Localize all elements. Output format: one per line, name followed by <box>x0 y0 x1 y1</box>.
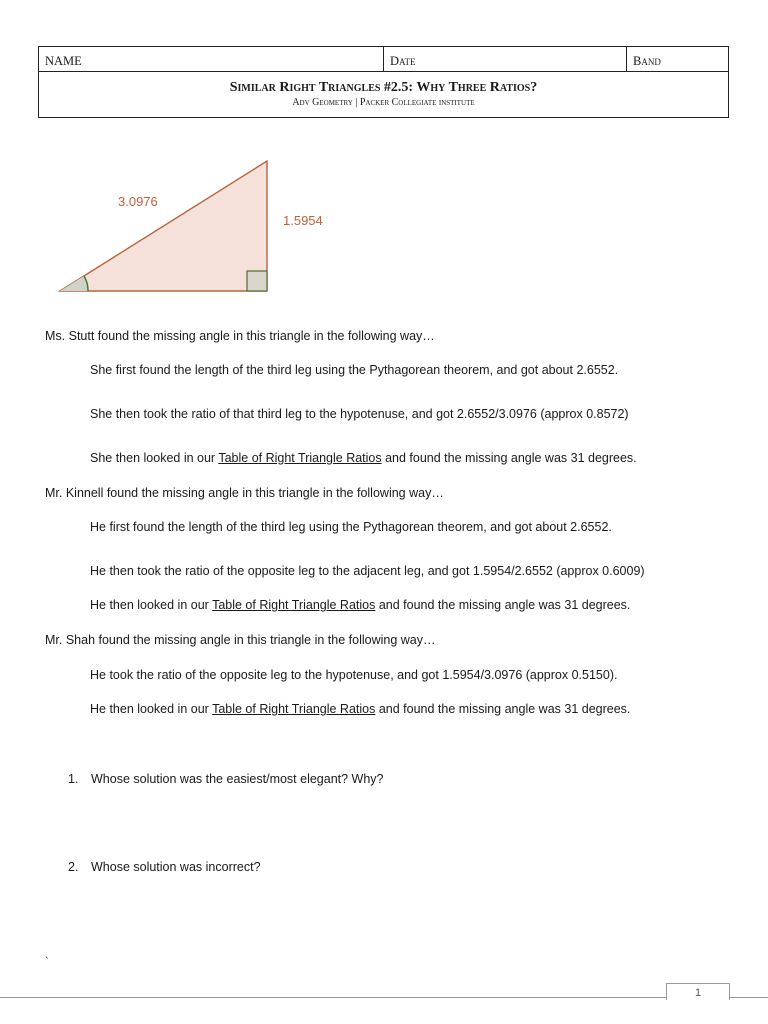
kinnell-step-3 <box>90 598 630 612</box>
triangle-shape <box>60 161 267 291</box>
stray-mark: ` <box>45 956 49 968</box>
question-1-text: Whose solution was the easiest/most elegant? Why? <box>91 772 384 786</box>
table-ratios-reference: Table of Right Triangle Ratios <box>212 702 376 716</box>
kinnell-step-3-pre: He then looked in our <box>90 598 213 612</box>
question-1-number: 1. <box>68 772 79 786</box>
leg-label: 1.5954 <box>283 213 323 228</box>
stutt-step-3-post: and found the missing angle was 31 degrees. <box>381 451 637 465</box>
kinnell-step-2: He then took the ratio of the opposite leg to the adjacent leg, and got 1.5954/2.6552 (approx 0.6009) <box>90 564 645 578</box>
footer-rule <box>0 997 768 998</box>
worksheet-header <box>38 46 729 118</box>
page-number: 1 <box>666 983 730 1000</box>
shah-step-2-post: and found the missing angle was 31 degrees. <box>375 702 631 716</box>
right-angle-marker <box>247 271 267 291</box>
angle-wedge <box>60 276 88 291</box>
shah-step-1: He took the ratio of the opposite leg to the hypotenuse, and got 1.5954/3.0976 (approx 0.5150). <box>90 668 618 682</box>
stutt-intro: Ms. Stutt found the missing angle in this triangle in the following way… <box>45 329 435 343</box>
kinnell-intro: Mr. Kinnell found the missing angle in this triangle in the following way… <box>45 486 444 500</box>
table-ratios-reference: Table of Right Triangle Ratios <box>212 598 376 612</box>
shah-intro: Mr. Shah found the missing angle in this triangle in the following way… <box>45 633 436 647</box>
shah-step-2-pre: He then looked in our <box>90 702 213 716</box>
name-field-label: NAME <box>39 47 384 71</box>
kinnell-step-1: He first found the length of the third leg using the Pythagorean theorem, and got about 2.6552. <box>90 520 612 534</box>
stutt-step-3-pre: She then looked in our <box>90 451 219 465</box>
stutt-step-3 <box>90 451 637 465</box>
table-ratios-reference: Table of Right Triangle Ratios <box>218 451 382 465</box>
band-field-label: Band <box>633 54 661 68</box>
question-2-number: 2. <box>68 860 79 874</box>
stutt-step-1: She first found the length of the third leg using the Pythagorean theorem, and got about 2.6552. <box>90 363 619 377</box>
worksheet-subtitle: Adv Geometry | Packer Collegiate institute <box>292 97 475 108</box>
hypotenuse-label: 3.0976 <box>118 194 158 209</box>
date-field-label: Date <box>384 47 627 71</box>
kinnell-step-3-post: and found the missing angle was 31 degrees. <box>375 598 631 612</box>
stutt-step-2: She then took the ratio of that third leg to the hypotenuse, and got 2.6552/3.0976 (approx 0.8572) <box>90 407 629 421</box>
right-triangle-diagram <box>50 150 350 300</box>
shah-step-2 <box>90 702 630 716</box>
question-2-text: Whose solution was incorrect? <box>91 860 261 874</box>
worksheet-title: Similar Right Triangles #2.5: Why Three Ratios? <box>229 80 538 95</box>
header-fields-row <box>39 47 728 72</box>
